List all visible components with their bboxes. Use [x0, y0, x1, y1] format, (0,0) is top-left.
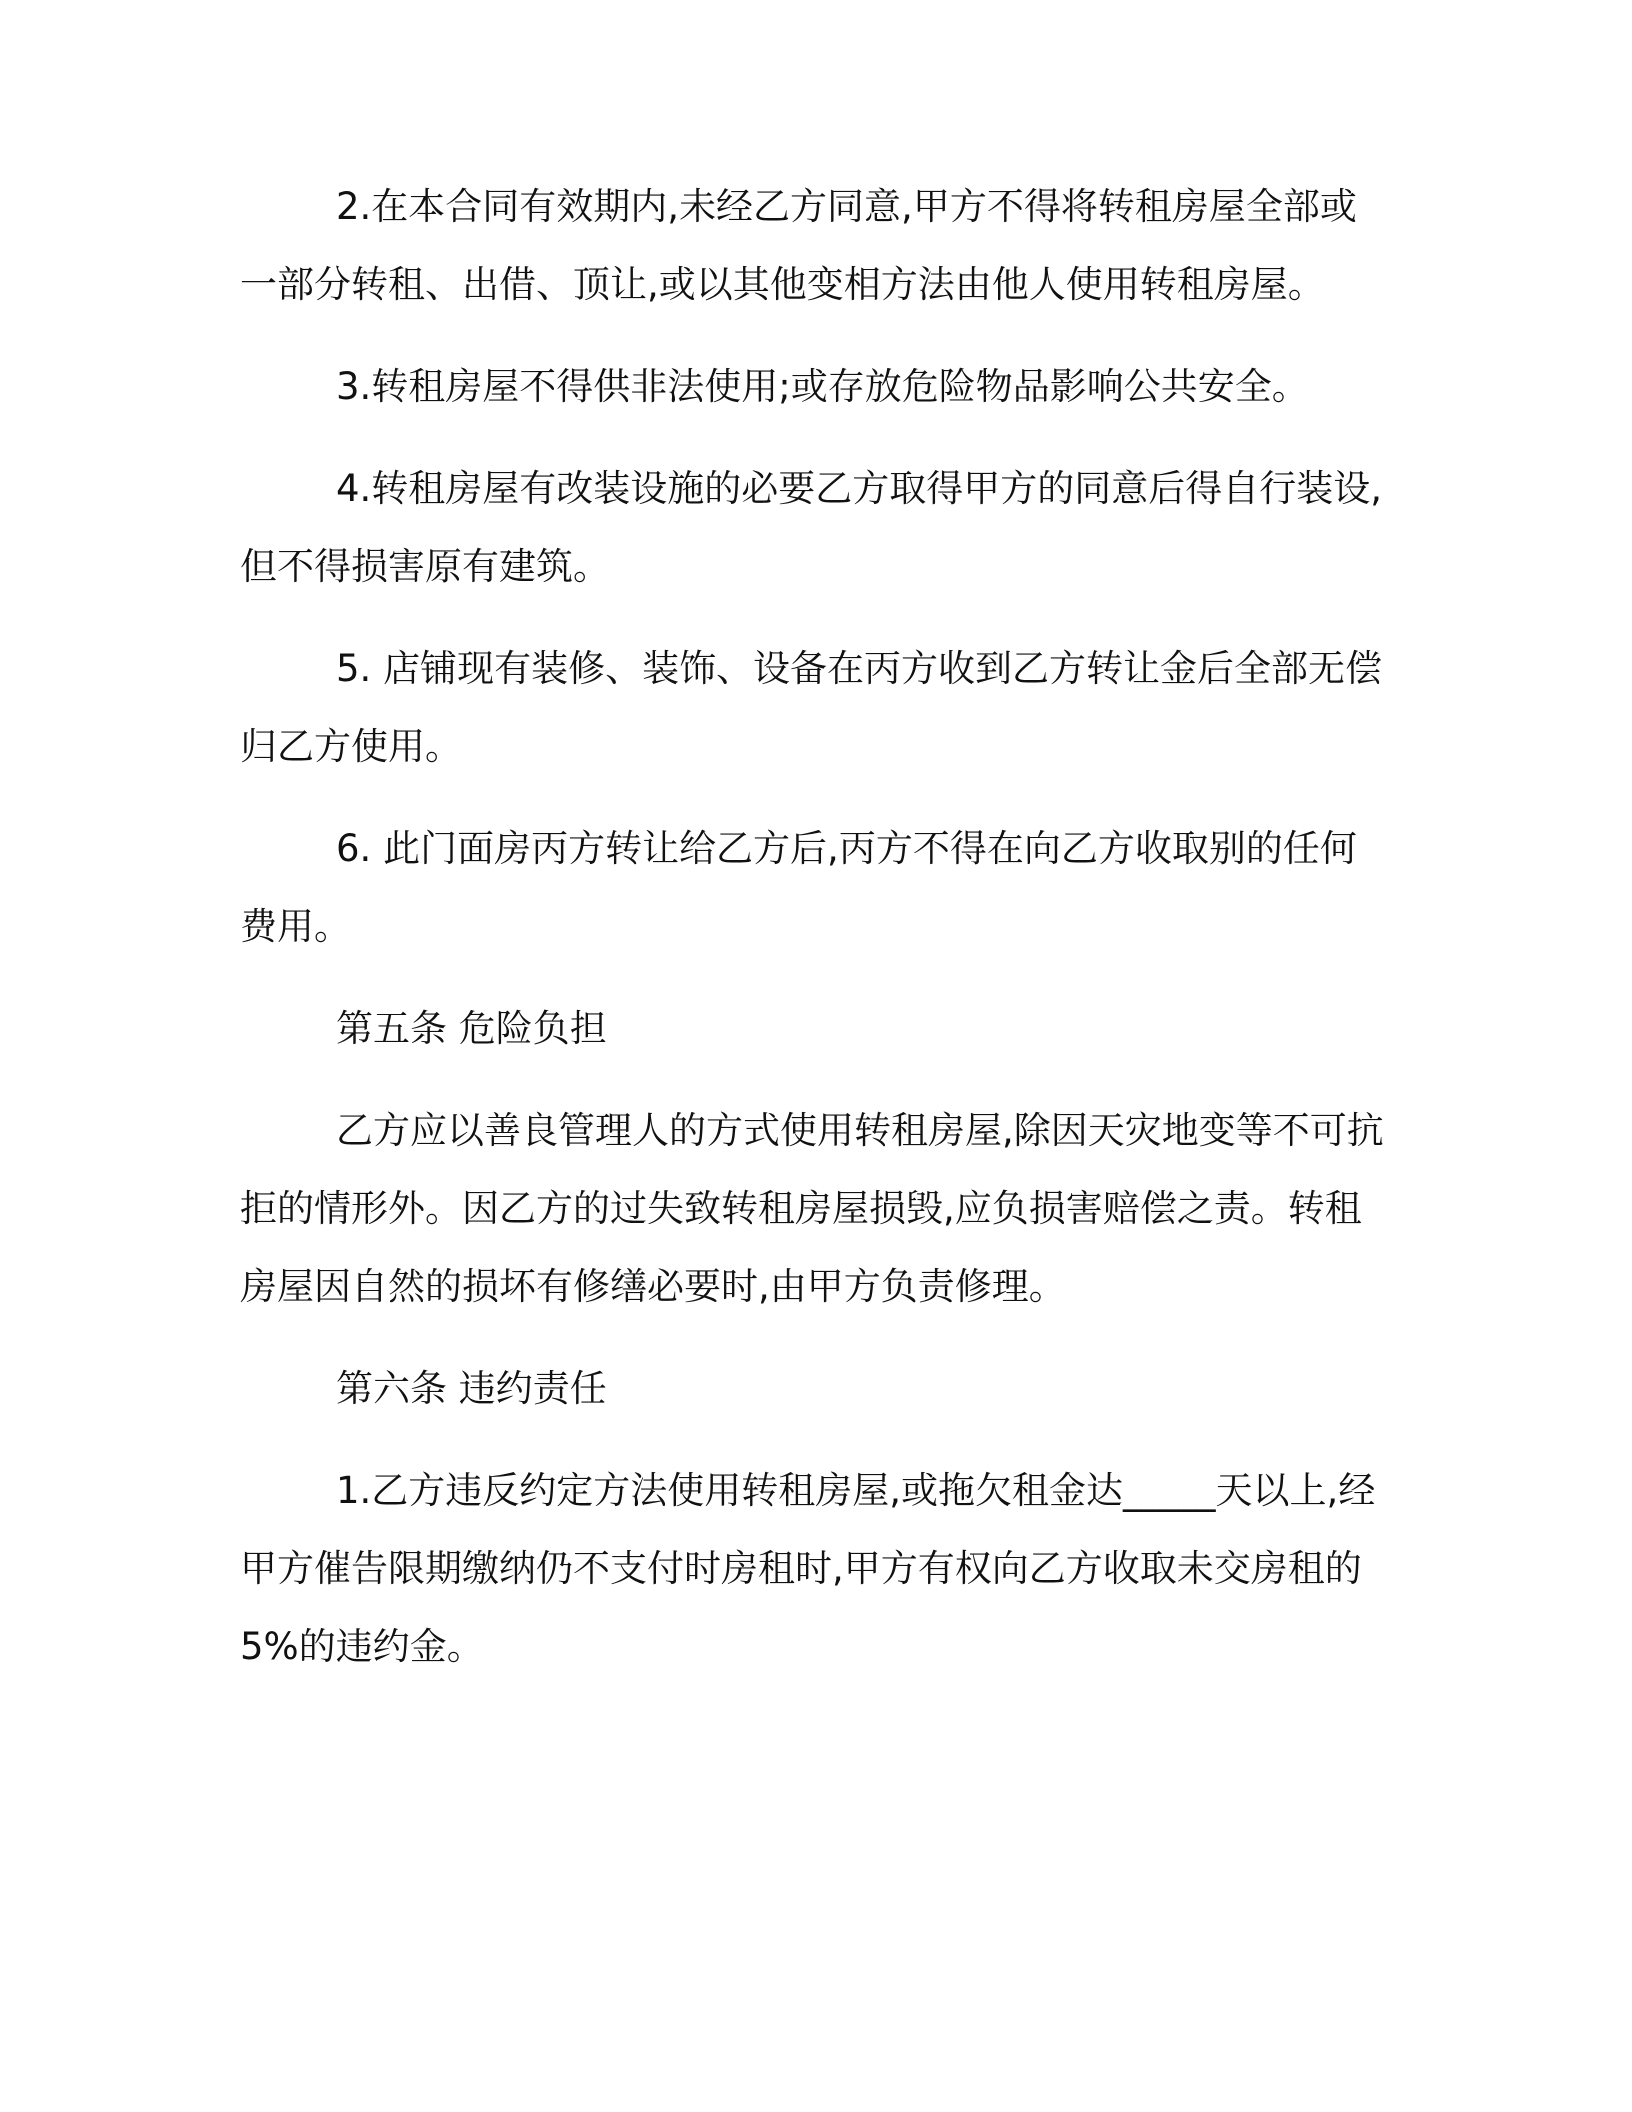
document-body	[240, 168, 1390, 1710]
clause-item-2: 2.在本合同有效期内,未经乙方同意,甲方不得将转租房屋全部或一部分转租、出借、顶让,或以其他变相方法由他人使用转租房屋。	[240, 185, 1357, 306]
article-6-clause-1: 1.乙方违反约定方法使用转租房屋,或拖欠租金达_____天以上,经甲方催告限期缴纳仍不支付时房租时,甲方有权向乙方收取未交房租的 5%的违约金。	[240, 1469, 1376, 1668]
clause-item-3: 3.转租房屋不得供非法使用;或存放危险物品影响公共安全。	[336, 365, 1309, 408]
clause-item-5: 5. 店铺现有装修、装饰、设备在丙方收到乙方转让金后全部无偿归乙方使用。	[240, 647, 1383, 768]
clause-item-6: 6. 此门面房丙方转让给乙方后,丙方不得在向乙方收取别的任何费用。	[240, 827, 1357, 948]
article-5-heading: 第五条 危险负担	[336, 1007, 607, 1050]
clause-item-4: 4.转租房屋有改装设施的必要乙方取得甲方的同意后得自行装设,但不得损害原有建筑。	[240, 467, 1383, 588]
article-5-body: 乙方应以善良管理人的方式使用转租房屋,除因天灾地变等不可抗拒的情形外。因乙方的过失致转租房屋损毁,应负损害赔偿之责。转租房屋因自然的损坏有修缮必要时,由甲方负责修理。	[240, 1109, 1384, 1308]
article-6-heading: 第六条 违约责任	[336, 1367, 607, 1410]
